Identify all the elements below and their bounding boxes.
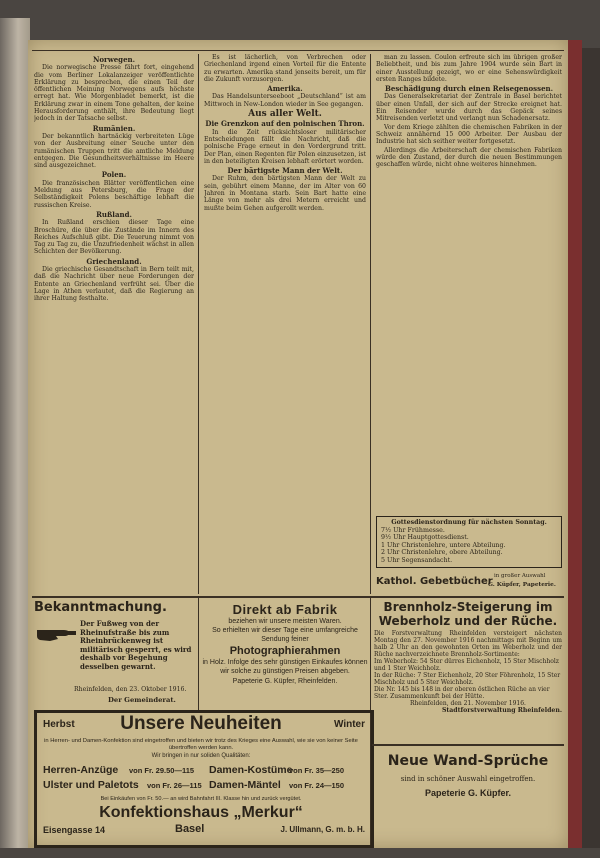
merkur-note: Bei Einkäufen von Fr. 50.— an wird Bahnfahrt III. Klasse hin und zurück vergütet.: [100, 796, 302, 802]
article-text: Der Ruhm, den bärtigsten Mann der Welt zu sein, gebührt einem Manne, der im Alter von 60 Jahren in Montana starb. Sein Bart hatte eine Länge von mehr als drei Metern erreicht und mußte beim Gehen aufgerollt werden.: [204, 175, 366, 212]
merkur-row2-right: Damen-Mäntel: [209, 779, 281, 791]
church-service-box: [376, 516, 562, 568]
list-item: Im Weberholz: 54 Ster dürres Eichenholz, 15 Ster Mischholz und 1 Ster Weichholz.: [374, 658, 559, 672]
book-spine: [568, 40, 582, 848]
firewood-title: Brennholz-Steigerung im Weberholz und der Rüche.: [378, 600, 558, 628]
merkur-owner: J. Ullmann, G. m. b. H.: [280, 825, 365, 834]
list-item: 7½ Uhr Frühmesse.: [381, 526, 445, 534]
frames-title: Direkt ab Fabrik: [232, 602, 338, 617]
prayerbook-vendor: G. Küpfer, Papeterie.: [488, 582, 556, 588]
merkur-sub2: Wir bringen in nur soliden Qualitäten:: [151, 753, 251, 759]
list-item: In der Rüche: 7 Ster Eichenholz, 20 Ster Föhrenholz, 15 Ster Mischholz und 5 Ster Weichholz.: [374, 672, 561, 686]
notice-signature: Der Gemeinderat.: [108, 696, 176, 704]
heading-polen: Polen.: [101, 170, 127, 180]
section-rule: [372, 744, 564, 746]
notice-ad: [34, 600, 196, 708]
frames-line1: beziehen wir unsere meisten Waren.: [228, 618, 342, 625]
column-rule: [370, 54, 371, 594]
newspaper-page: [28, 40, 568, 848]
merkur-row1-left-price: von Fr. 29.50—115: [129, 766, 195, 775]
pointing-hand-icon: [36, 622, 78, 644]
article-text: Die französischen Blätter veröffentlichen eine Meldung aus Petersburg, die Frage der Selbständigkeit Polens beschäftige lebhaft die russischen Kreise.: [34, 179, 194, 209]
column-rule: [198, 54, 199, 594]
article-text: Die griechische Gesandtschaft in Bern teilt mit, daß die Nachricht über neue Forderungen der Entente an Griechenland verfrüht sei. Über die Lage in Athen verlautet, daß die Regierung an ihrer Haltung festhalte.: [34, 266, 194, 303]
column-rule: [198, 598, 199, 710]
wall-sayings-vendor: Papeterie G. Küpfer.: [424, 788, 512, 798]
article-text: Die norwegische Presse fährt fort, eingehend die vom Berliner Lokalanzeiger veröffentlichte Erklärung zu besprechen, die einen Teil der öffentlichen Meinung Norwegens aufs höchste erregt hat. Wie Morgenbladet bemerkt, ist die Erklärung zwar in einem Tone gehalten, der keine Herausforderung enthält, ihre Bedeutung liegt jedoch in der Tatsache selbst.: [34, 64, 194, 123]
column-2: [204, 54, 366, 594]
list-item: 1 Uhr Christenlehre, untere Abteilung.: [381, 541, 506, 549]
article-text: Der bekanntlich hartnäckig verbreiteten Lüge von der Ausbreitung einer Seuche unter den rumänischen Truppen tritt die amtliche Meldung entgegen. Die Gesundheitsverhältnisse im Heere sind ausgezeichnet.: [34, 132, 194, 170]
frames-ad: [202, 602, 368, 708]
firewood-ad: [374, 600, 562, 740]
article-text: In die Zeit rücksichtsloser militärischer Entscheidungen fällt die Nachricht, daß die polnische Frage erneut in den Vordergrund tritt. Der Plan, einen Regenten für Polen einzusetzen, ist in den beteiligten Kreisen lebhaft erörtert worden.: [204, 128, 366, 165]
prayerbook-ad: [376, 572, 562, 592]
article-text: man zu lassen. Coulon erfreute sich im übrigen großer Beliebtheit, und bis zum Jahre 1904 wurde sein Bart in einer Ausstellung gezeigt, wo er eine Sehenswürdigkeit ersten Ranges bildete.: [376, 54, 562, 83]
merkur-address: Eisengasse 14: [43, 825, 106, 835]
book-page-curl: [0, 18, 30, 848]
frames-vendor: Papeterie G. Küpfer, Rheinfelden.: [232, 678, 338, 685]
article-text: In Rußland erschien dieser Tage eine Broschüre, die über die Zustände im Innern des Reiches Aufschluß gibt. Die Teuerung nimmt von Tag zu Tag zu, die Unzufriedenheit wächst in allen Schichten der Bevölkerung.: [34, 219, 194, 256]
merkur-title: Unsere Neuheiten: [120, 713, 282, 734]
article-text: Es ist lächerlich, von Verbrechen oder Griechenland irgend einen Vorteil für die Entente zu erwarten. Amerika stand jenseits bereit, um für die Zukunft vorzusorgen.: [204, 54, 366, 83]
heading-polnischer-thron: Die Grenzkon auf den polnischen Thron.: [205, 119, 365, 129]
merkur-row2-right-price: von Fr. 24—150: [289, 781, 345, 790]
firewood-text2: Die Nr. 145 bis 148 in der oberen östlichen Rüche an vier Ster. Zusammenkunft bei der Hütte.: [374, 686, 550, 700]
church-service-title: Gottesdienstordnung für nächsten Sonntag.: [391, 519, 547, 526]
prayerbook-title: Kathol. Gebetbücher: [376, 576, 493, 587]
heading-norwegen: Norwegen.: [92, 55, 136, 64]
merkur-city: Basel: [175, 823, 205, 835]
merkur-winter: Winter: [333, 719, 365, 730]
firewood-date: Rheinfelden, den 21. November 1916.: [410, 700, 526, 707]
top-rule: [32, 50, 564, 51]
heading-reisegenosse: Beschädigung durch einen Reisegenossen.: [384, 84, 554, 94]
merkur-row2-left: Ulster und Paletots: [43, 779, 139, 791]
book-edge: [582, 48, 600, 848]
merkur-sub1: in Herren- und Damen-Konfektion sind eingetroffen und bieten wir trotz des Krieges eine Auswahl, wie sie von keiner Seite übertroffen werden kann.: [44, 738, 358, 751]
list-item: 5 Uhr Segensandacht.: [381, 556, 453, 564]
notice-date: Rheinfelden, den 23. Oktober 1916.: [74, 686, 187, 693]
list-item: 2 Uhr Christenlehre, obere Abteilung.: [381, 549, 503, 557]
wall-sayings-text: sind in schöner Auswahl eingetroffen.: [400, 775, 536, 783]
frames-product: Photographierahmen: [229, 645, 341, 657]
heading-amerika: Amerika.: [267, 84, 303, 94]
notice-text: Der Fußweg von der Rheinufstraße bis zum Rheinbrückenweg ist militärisch gesperrt, es wird deshalb vor Begehung desselben gewarnt.: [80, 619, 192, 671]
merkur-row1-right: Damen-Kostüme: [209, 764, 293, 776]
article-text: Das Handelsunterseeboot „Deutschland“ ist am Mittwoch in New-London wieder in See gegangen.: [204, 93, 366, 108]
notice-title: Bekanntmachung.: [34, 600, 167, 615]
article-text: Allerdings die Arbeiterschaft der chemischen Fabriken würde den Zustand, der durch die neuen Bestimmungen geschaffen würde, nicht ohne weiteres hinnehmen.: [376, 146, 562, 169]
section-title-aus-aller-welt: Aus aller Welt.: [248, 109, 322, 120]
merkur-row1-left: Herren-Anzüge: [43, 764, 119, 776]
article-text: Vor dem Kriege zählten die chemischen Fabriken in der Schweiz annähernd 15 000 Arbeiter. Der Ausbau der Industrie hat sich seither weiter fortgesetzt.: [376, 123, 562, 146]
frames-line2: So erhielten wir dieser Tage eine umfangreiche Sendung feiner: [212, 627, 358, 643]
merkur-ad: [34, 710, 374, 848]
column-1: [34, 54, 194, 594]
heading-rumaenien: Rumänien.: [92, 123, 136, 133]
section-rule: [32, 596, 564, 598]
merkur-herbst: Herbst: [43, 719, 75, 730]
list-item: 9½ Uhr Hauptgottesdienst.: [381, 534, 469, 542]
firewood-text: Die Forstverwaltung Rheinfelden versteigert nächsten Montag den 27. November 1916 nachmittags mit Beginn um halb 2 Uhr an den gewohnten Orten im Weberholz und der Rüche nachverzeichnete Brennholz-Sortimente:: [374, 630, 562, 658]
heading-griechenland: Griechenland.: [86, 256, 142, 266]
firewood-signature: Stadtforstverwaltung Rheinfelden.: [441, 707, 562, 714]
prayerbook-detail: in großer Auswahl: [494, 573, 546, 579]
heading-russland: Rußland.: [96, 209, 132, 219]
heading-baertigster-mann: Der bärtigste Mann der Welt.: [227, 166, 343, 176]
wall-sayings-ad: [374, 752, 562, 842]
merkur-row2-left-price: von Fr. 26—115: [147, 781, 202, 790]
column-3: [376, 54, 562, 514]
merkur-shop: Konfektionshaus „Merkur“: [99, 804, 303, 821]
wall-sayings-title: Neue Wand-Sprüche: [387, 753, 549, 769]
frames-line3: in Holz. Infolge des sehr günstigen Einkaufes können wir solche zu günstigen Preisen abgeben.: [202, 659, 368, 675]
merkur-row1-right-price: von Fr. 35—250: [289, 766, 345, 775]
article-text: Das Generalsekretariat der Zentrale in Basel berichtet über einen Unfall, der sich auf der Strecke ereignet hat. Ein Reisender wurde durch das Gepäck seines Mitreisenden verletzt und verlangt nun Schadenersatz.: [376, 93, 562, 123]
